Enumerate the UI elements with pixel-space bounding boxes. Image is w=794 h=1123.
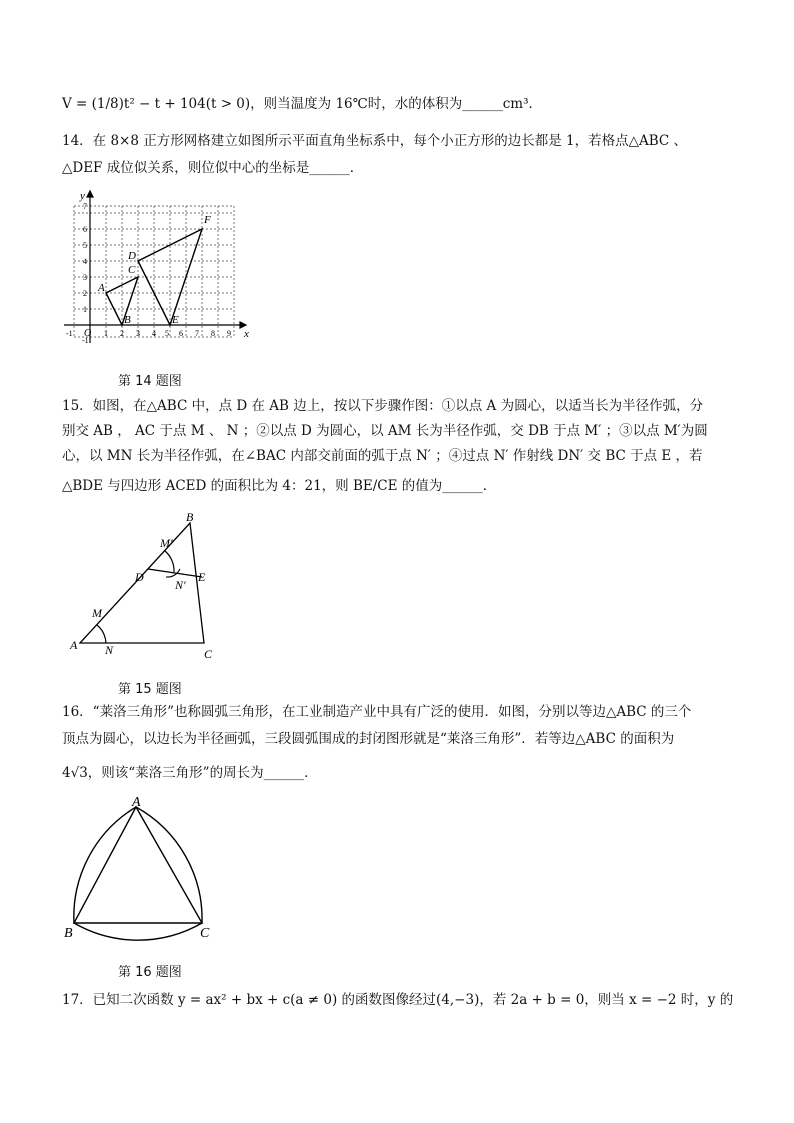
point-c-label: C: [200, 926, 210, 941]
q15-text-line-4: △BDE 与四边形 ACED 的面积比为 4：21，则 BE/CE 的值为______．: [62, 478, 497, 494]
point-f-label: F: [204, 214, 211, 226]
point-a-label: A: [98, 282, 105, 294]
y-tick: 1: [83, 305, 87, 314]
reuleaux-triangle: [74, 807, 202, 940]
triangle-abc: [106, 277, 138, 325]
y-tick: 3: [83, 273, 87, 282]
q16-reuleaux-figure: [62, 795, 222, 945]
point-a-label: A: [70, 638, 78, 652]
point-b-label: B: [64, 926, 73, 941]
point-c-label: C: [204, 647, 213, 661]
x-tick: 8: [211, 329, 215, 338]
x-tick: 2: [120, 329, 124, 338]
q14-caption: 第 14 题图: [118, 374, 182, 389]
x-tick: 6: [179, 329, 183, 338]
q17-text-line-1: 17．已知二次函数 y = ax² + bx + c(a ≠ 0) 的函数图像经过(4,−3)，若 2a + b = 0，则当 x = −2 时，y 的: [62, 992, 734, 1008]
q15-text-line-2: 别交 AB ， AC 于点 M 、 N ；②以点 D 为圆心，以 AM 长为半径作弧，交 DB 于点 M′ ；③以点 M′为圆: [62, 423, 708, 439]
x-tick: 4: [152, 329, 156, 338]
y-tick: 6: [83, 225, 87, 234]
x-tick: 7: [195, 329, 199, 338]
q16-text-line-1: 16．“莱洛三角形”也称圆弧三角形，在工业制造产业中具有广泛的使用．如图，分别以等边△ABC 的三个: [62, 704, 692, 720]
arc-m1n1: [165, 551, 174, 572]
point-e-label: E: [172, 314, 179, 326]
y-axis-arrow: [87, 191, 93, 197]
q16-caption: 第 16 题图: [118, 965, 182, 980]
y-axis-label: y: [80, 190, 85, 202]
q15-triangle-figure: [62, 513, 232, 663]
q13-formula-line: V = (1/8)t² − t + 104(t > 0)，则当温度为 16℃时，水的体积为______cm³．: [62, 96, 543, 112]
point-e-label: E: [198, 570, 206, 584]
origin-label: O: [84, 328, 92, 339]
x-tick: 9: [227, 329, 231, 338]
point-m-label: M: [92, 606, 102, 620]
q15-text-line-1: 15．如图，在△ABC 中，点 D 在 AB 边上，按以下步骤作图：①以点 A 为圆心，以适当长为半径作弧，分: [62, 398, 704, 414]
x-axis-label: x: [244, 328, 249, 340]
y-tick: 5: [83, 241, 87, 250]
point-d-label: D: [128, 250, 136, 262]
q16-text-line-2: 顶点为圆心，以边长为半径画弧，三段圆弧围成的封闭图形就是“莱洛三角形”．若等边△ABC 的面积为: [62, 731, 675, 747]
point-n-label: N: [105, 643, 114, 657]
y-tick: 2: [83, 289, 87, 298]
point-d-label: D: [135, 570, 144, 584]
x-tick: -1: [66, 329, 73, 338]
q16-text-line-3: 4√3，则该“莱洛三角形”的周长为______．: [62, 765, 318, 781]
q15-caption: 第 15 题图: [118, 682, 182, 697]
x-tick: 1: [104, 329, 108, 338]
point-a-label: A: [132, 795, 141, 810]
y-tick: -1: [82, 336, 89, 345]
segment-de: [148, 569, 202, 577]
q15-text-line-3: 心，以 MN 长为半径作弧，在∠BAC 内部交前面的弧于点 N′ ；④过点 N′ 作射线 DN′ 交 BC 于点 E ，若: [62, 448, 703, 464]
x-tick: 5: [165, 329, 169, 338]
y-tick: 7: [83, 202, 87, 211]
arc-mn: [97, 625, 106, 643]
point-b-label: B: [186, 513, 194, 524]
q14-grid-figure: [62, 185, 252, 350]
y-tick: 4: [83, 257, 87, 266]
point-b-label: B: [124, 314, 131, 326]
x-tick: 3: [136, 329, 140, 338]
point-c-label: C: [128, 264, 136, 276]
point-n-prime-label: N′: [175, 578, 186, 592]
q14-text-line-1: 14．在 8×8 正方形网格建立如图所示平面直角坐标系中，每个小正方形的边长都是 1，若格点△ABC 、: [62, 133, 688, 149]
q14-text-line-2: △DEF 成位似关系，则位似中心的坐标是______．: [62, 160, 364, 176]
equilateral-triangle-abc: [74, 807, 202, 923]
point-m-prime-label: M′: [160, 536, 173, 550]
